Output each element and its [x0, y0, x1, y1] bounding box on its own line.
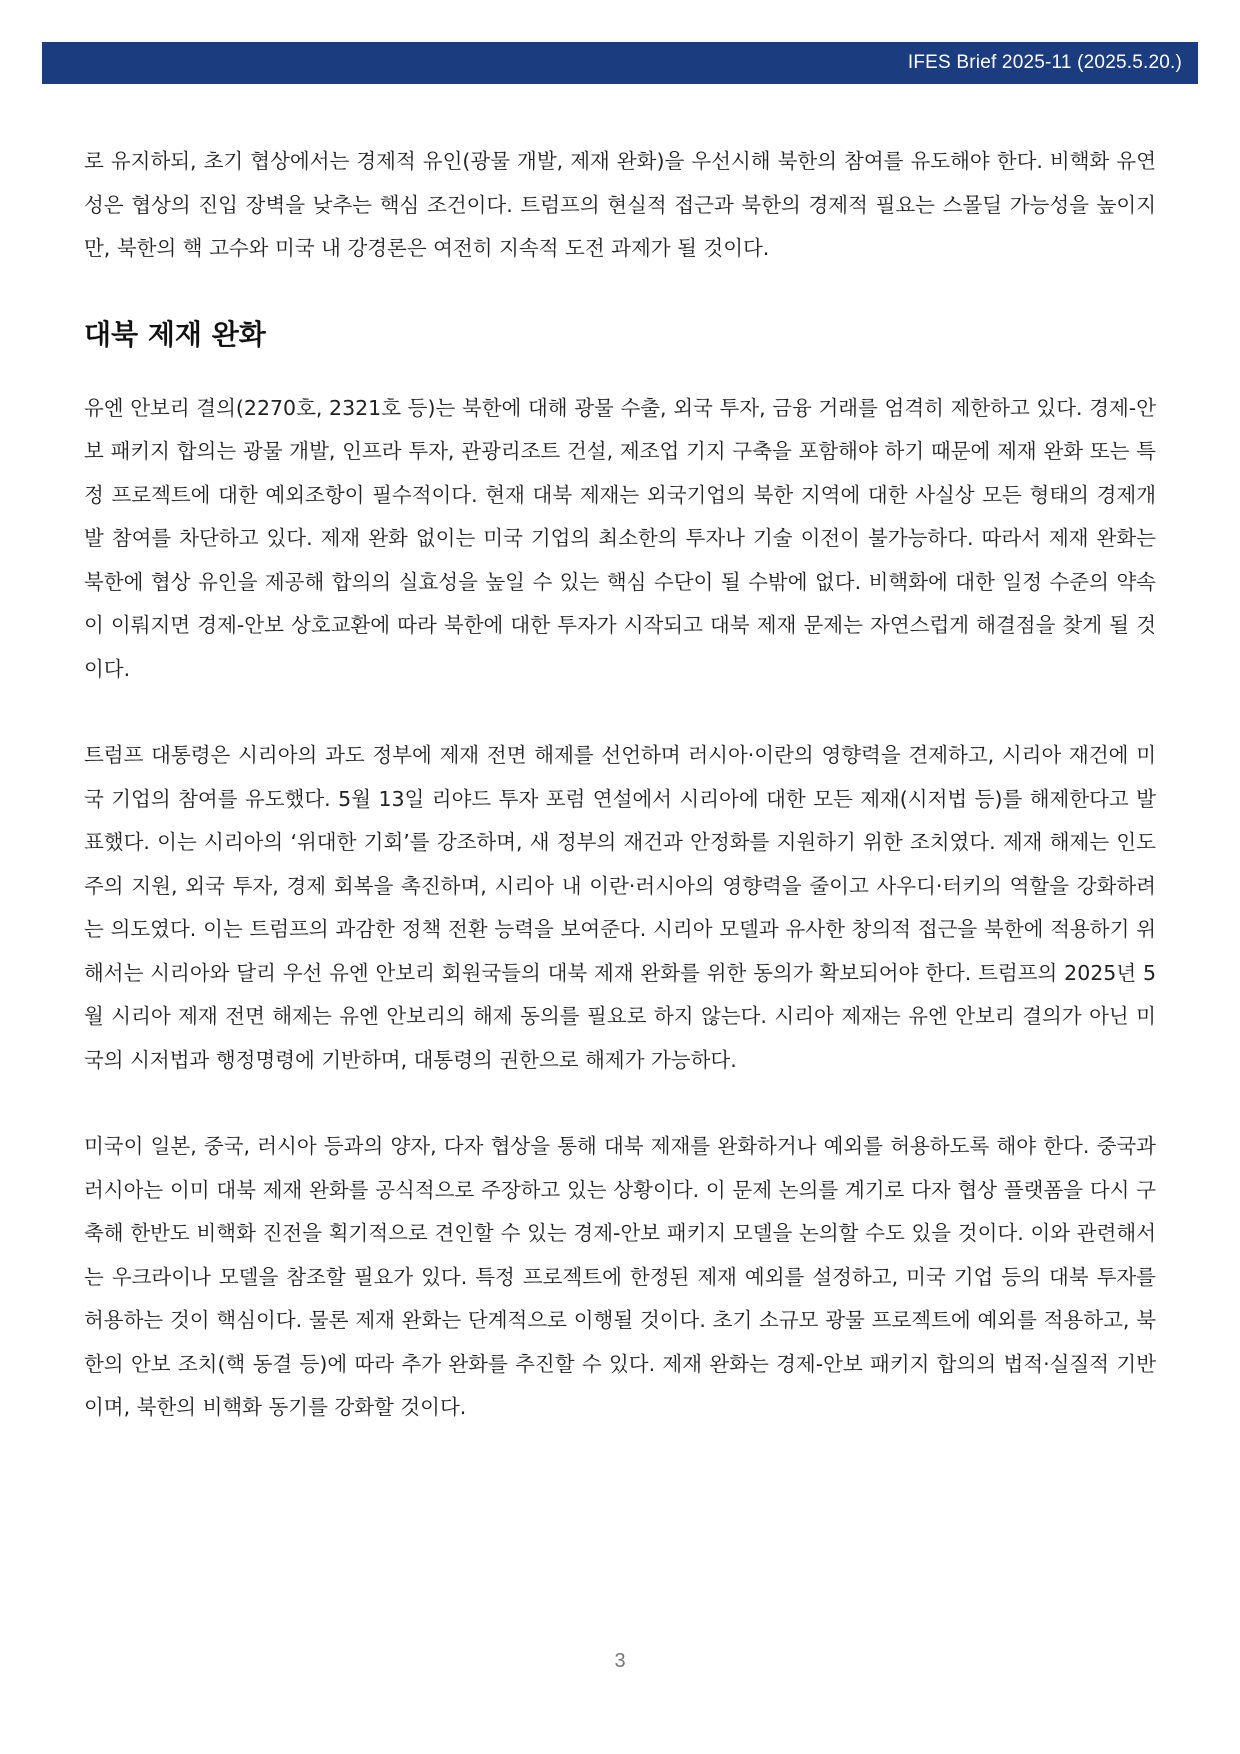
body-paragraph-1: 유엔 안보리 결의(2270호, 2321호 등)는 북한에 대해 광물 수출, 외국 투자, 금융 거래를 엄격히 제한하고 있다. 경제-안보 패키지 합의는 광물 개발, 인프라 투자, 관광리조트 건설, 제조업 기지 구축을 포함해야 하기 때문에 제재 완화 또는 특정 프로젝트에 대한 예외조항이 필수적이다. 현재 대북 제재는 외국기업의 북한 지역에 대한 사실상 모든 형태의 경제개발 참여를 차단하고 있다. 제재 완화 없이는 미국 기업의 최소한의 투자나 기술 이전이 불가능하다. 따라서 제재 완화는 북한에 협상 유인을 제공해 합의의 실효성을 높일 수 있는 핵심 수단이 될 수밖에 없다. 비핵화에 대한 일정 수준의 약속이 이뤄지면 경제-안보 상호교환에 따라 북한에 대한 투자가 시작되고 대북 제재 문제는 자연스럽게 해결점을 찾게 될 것이다.	[84, 395, 1156, 681]
intro-paragraph: 로 유지하되, 초기 협상에서는 경제적 유인(광물 개발, 제재 완화)을 우선시해 북한의 참여를 유도해야 한다. 비핵화 유연성은 협상의 진입 장벽을 낮추는 핵심 조건이다. 트럼프의 현실적 접근과 북한의 경제적 필요는 스몰딜 가능성을 높이지만, 북한의 핵 고수와 미국 내 강경론은 여전히 지속적 도전 과제가 될 것이다.	[84, 149, 1156, 260]
brief-label: IFES Brief 2025-11 (2025.5.20.)	[907, 52, 1182, 73]
body-paragraph-2: 트럼프 대통령은 시리아의 과도 정부에 제재 전면 해제를 선언하며 러시아·이란의 영향력을 견제하고, 시리아 재건에 미국 기업의 참여를 유도했다. 5월 13일 리야드 투자 포럼 연설에서 시리아에 대한 모든 제재(시저법 등)를 해제한다고 발표했다. 이는 시리아의 ‘위대한 기회’를 강조하며, 새 정부의 재건과 안정화를 지원하기 위한 조치였다. 제재 해제는 인도주의 지원, 외국 투자, 경제 회복을 촉진하며, 시리아 내 이란·러시아의 영향력을 줄이고 사우디·터키의 역할을 강화하려는 의도였다. 이는 트럼프의 과감한 정책 전환 능력을 보여준다. 시리아 모델과 유사한 창의적 접근을 북한에 적용하기 위해서는 시리아와 달리 우선 유엔 안보리 회원국들의 대북 제재 완화를 위한 동의가 확보되어야 한다. 트럼프의 2025년 5월 시리아 제재 전면 해제는 유엔 안보리의 해제 동의를 필요로 하지 않는다. 시리아 제재는 유엔 안보리 결의가 아닌 미국의 시저법과 행정명령에 기반하며, 대통령의 권한으로 해제가 가능하다.	[84, 743, 1156, 1072]
main-content	[84, 140, 1156, 1430]
page-number: 3	[614, 1650, 626, 1672]
header-bar	[42, 42, 1198, 84]
section-title: 대북 제재 완화	[84, 317, 266, 351]
body-paragraph-3: 미국이 일본, 중국, 러시아 등과의 양자, 다자 협상을 통해 대북 제재를 완화하거나 예외를 허용하도록 해야 한다. 중국과 러시아는 이미 대북 제재 완화를 공식적으로 주장하고 있는 상황이다. 이 문제 논의를 계기로 다자 협상 플랫폼을 다시 구축해 한반도 비핵화 진전을 획기적으로 견인할 수 있는 경제-안보 패키지 모델을 논의할 수도 있을 것이다. 이와 관련해서는 우크라이나 모델을 참조할 필요가 있다. 특정 프로젝트에 한정된 제재 예외를 설정하고, 미국 기업 등의 대북 투자를 허용하는 것이 핵심이다. 물론 제재 완화는 단계적으로 이행될 것이다. 초기 소규모 광물 프로젝트에 예외를 적용하고, 북한의 안보 조치(핵 동결 등)에 따라 추가 완화를 추진할 수 있다. 제재 완화는 경제-안보 패키지 합의의 법적·실질적 기반이며, 북한의 비핵화 동기를 강화할 것이다.	[84, 1134, 1156, 1419]
